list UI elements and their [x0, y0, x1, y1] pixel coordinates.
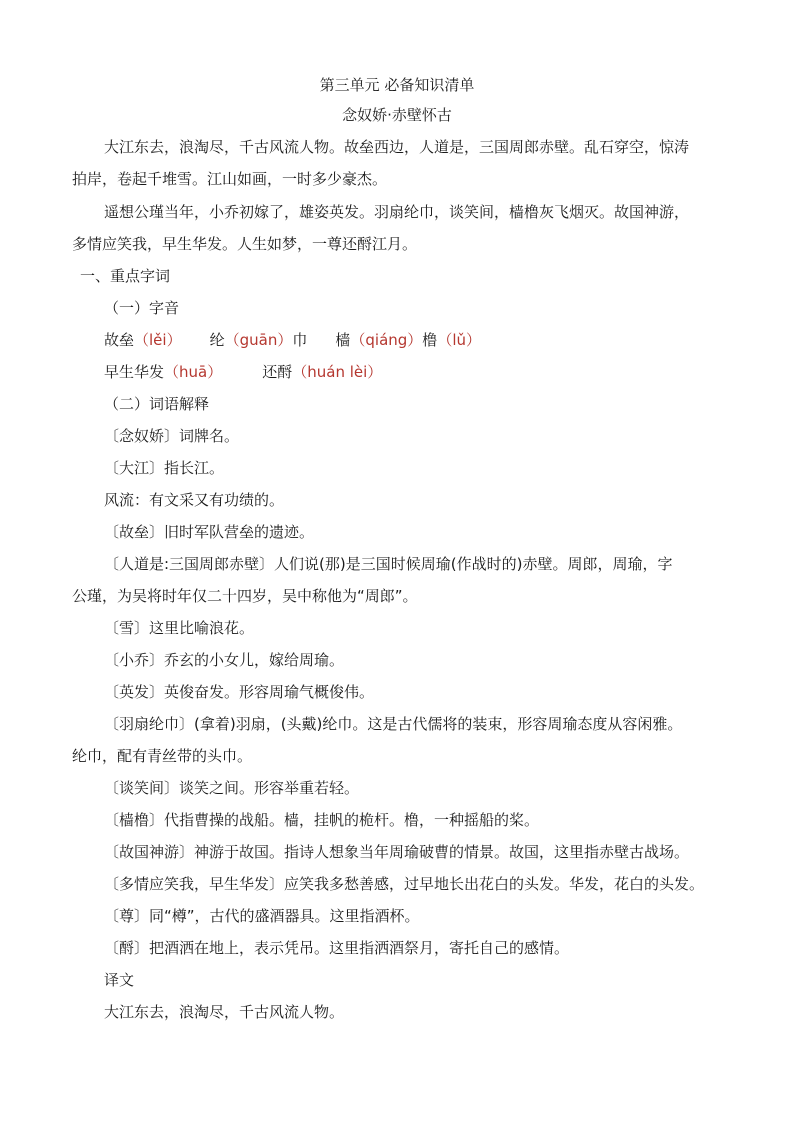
pron-pinyin: （huā） [164, 363, 223, 381]
pron-pinyin: （qiáng） [350, 331, 423, 349]
subsection-heading: （二）词语解释 [104, 395, 210, 413]
glossary-entry: 〔小乔〕乔玄的小女儿，嫁给周瑜。 [104, 651, 345, 669]
glossary-entry: 〔羽扇纶巾〕(拿着)羽扇，(头戴)纶巾。这是古代儒将的装束，形容周瑜态度从容闲雅。 [104, 715, 683, 733]
pronunciation-row [104, 329, 481, 351]
glossary-entry-cont: 纶巾，配有青丝带的头巾。 [72, 747, 253, 765]
translation-heading: 译文 [104, 971, 135, 989]
pron-pinyin: （guān） [224, 331, 293, 349]
glossary-entry: 〔人道是:三国周郎赤壁〕人们说(那)是三国时候周瑜(作战时的)赤壁。周郎，周瑜，字 [104, 555, 673, 573]
pron-word: 故垒 [104, 331, 135, 349]
glossary-entry: 〔谈笑间〕谈笑之间。形容举重若轻。 [104, 779, 360, 797]
pron-pinyin: （lěi） [134, 331, 182, 349]
pron-pinyin: （lǔ） [437, 331, 481, 349]
subsection-heading: （一）字音 [104, 299, 180, 317]
pronunciation-row [104, 361, 382, 383]
glossary-entry: 〔樯橹〕代指曹操的战船。樯，挂帆的桅杆。橹，一种摇船的桨。 [104, 811, 540, 829]
poem-line: 多情应笑我，早生华发。人生如梦，一尊还酹江月。 [72, 235, 418, 253]
poem-line: 拍岸，卷起千堆雪。江山如画，一时多少豪杰。 [72, 170, 388, 188]
pron-word: 早生华发 [104, 363, 165, 381]
pron-word: 纶 [209, 331, 225, 349]
translation-line: 大江东去，浪淘尽，千古风流人物。 [104, 1003, 345, 1021]
glossary-entry: 〔念奴娇〕词牌名。 [104, 427, 240, 445]
glossary-entry: 〔故垒〕旧时军队营垒的遗迹。 [104, 523, 315, 541]
page-title: 第三单元 必备知识清单 [319, 76, 475, 94]
pron-word: 还酹 [262, 363, 293, 381]
poem-title: 念奴娇·赤壁怀古 [342, 106, 452, 124]
glossary-entry: 风流：有文采又有功绩的。 [104, 491, 285, 509]
glossary-entry: 〔尊〕同“樽”，古代的盛酒器具。这里指酒杯。 [104, 907, 420, 925]
poem-line: 遥想公瑾当年，小乔初嫁了，雄姿英发。羽扇纶巾，谈笑间，樯橹灰飞烟灭。故国神游， [104, 203, 690, 221]
pron-word-suffix: 巾 [292, 331, 308, 349]
section-heading: 一、重点字词 [80, 267, 171, 285]
pron-word: 橹 [422, 331, 438, 349]
glossary-entry: 〔大江〕指长江。 [104, 459, 225, 477]
pron-word: 樯 [335, 331, 351, 349]
pron-pinyin: （huán lèi） [292, 363, 383, 381]
glossary-entry: 〔雪〕这里比喻浪花。 [104, 619, 255, 637]
poem-line: 大江东去，浪淘尽，千古风流人物。故垒西边，人道是，三国周郎赤壁。乱石穿空，惊涛 [104, 138, 690, 156]
glossary-entry: 〔酹〕把酒洒在地上，表示凭吊。这里指洒酒祭月，寄托自己的感情。 [104, 939, 570, 957]
glossary-entry-cont: 公瑾，为吴将时年仅二十四岁，吴中称他为“周郎”。 [72, 587, 418, 605]
glossary-entry: 〔故国神游〕神游于故国。指诗人想象当年周瑜破曹的情景。故国，这里指赤壁古战场。 [104, 843, 690, 861]
glossary-entry: 〔多情应笑我，早生华发〕应笑我多愁善感，过早地长出花白的头发。华发，花白的头发。 [104, 875, 705, 893]
glossary-entry: 〔英发〕英俊奋发。形容周瑜气概俊伟。 [104, 683, 375, 701]
